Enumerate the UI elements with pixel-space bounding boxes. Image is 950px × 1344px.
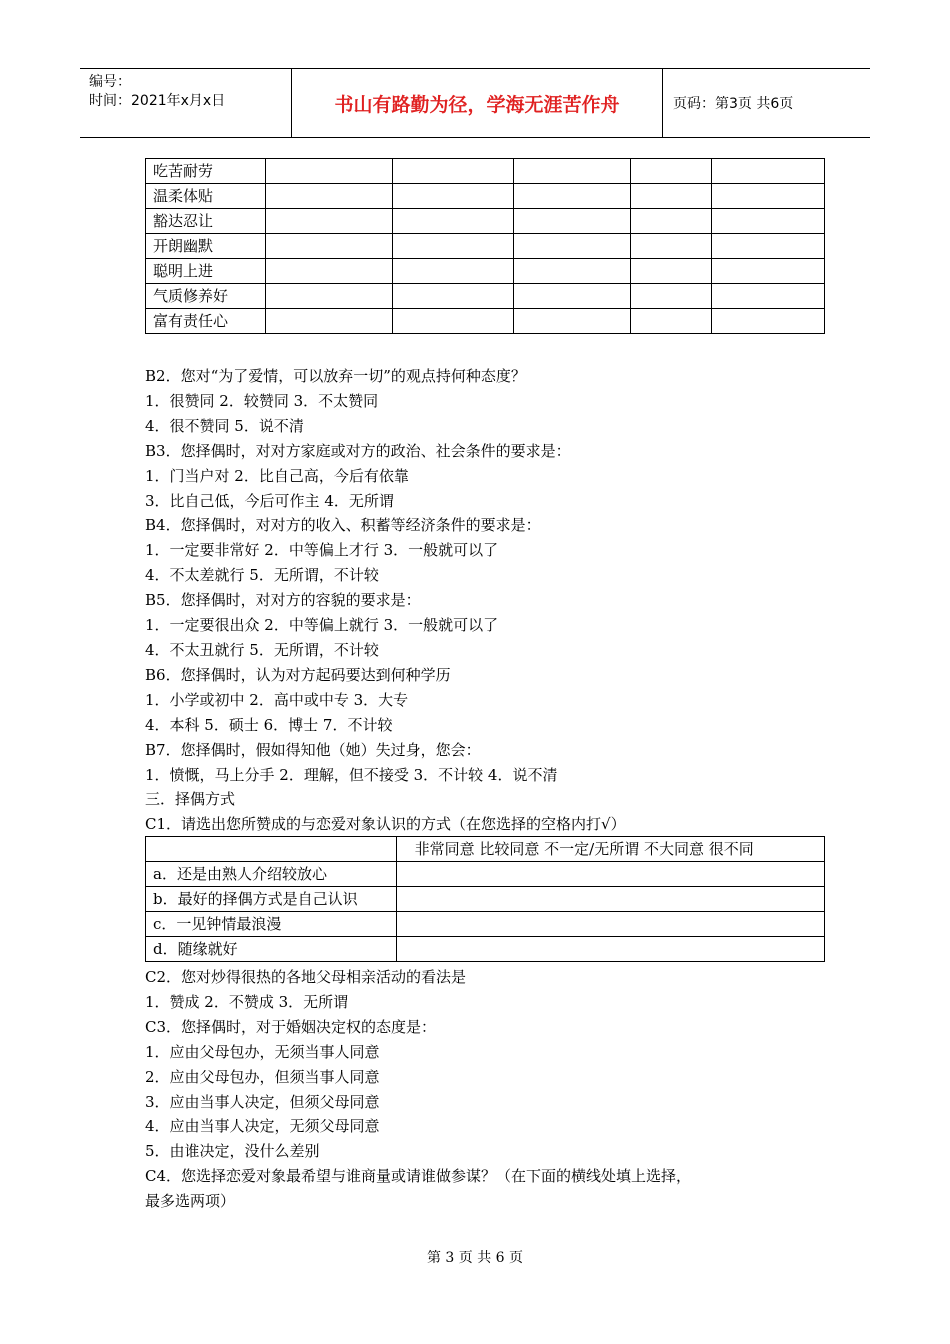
question-line: B6．您择偶时，认为对方起码要达到何种学历	[145, 665, 451, 684]
method-answer-cell[interactable]	[396, 887, 824, 912]
question-line: 1．小学或初中 2．高中或中专 3．大专	[145, 690, 409, 709]
trait-answer-cell[interactable]	[712, 184, 825, 209]
trait-answer-cell[interactable]	[631, 234, 712, 259]
trait-answer-cell[interactable]	[265, 309, 392, 334]
question-line: 4．很不赞同 5．说不清	[145, 416, 304, 435]
trait-answer-cell[interactable]	[631, 259, 712, 284]
trait-answer-cell[interactable]	[513, 184, 631, 209]
question-line: 4．不太差就行 5．无所谓，不计较	[145, 566, 379, 585]
method-row	[146, 937, 825, 962]
trait-label: 豁达忍让	[146, 209, 266, 234]
method-table-header-row	[146, 837, 825, 862]
question-line: 2．应由父母包办，但须当事人同意	[145, 1067, 380, 1086]
trait-answer-cell[interactable]	[513, 209, 631, 234]
trait-answer-cell[interactable]	[631, 159, 712, 184]
header-meta	[80, 69, 292, 137]
header-motto: 书山有路勤为径，学海无涯苦作舟	[292, 69, 663, 137]
method-table-scale-header: 非常同意 比较同意 不一定/无所谓 不大同意 很不同	[396, 837, 824, 862]
trait-answer-cell[interactable]	[392, 284, 513, 309]
trait-answer-cell[interactable]	[513, 159, 631, 184]
trait-label: 吃苦耐劳	[146, 159, 266, 184]
method-answer-cell[interactable]	[396, 862, 824, 887]
method-label: b．最好的择偶方式是自己认识	[146, 887, 397, 912]
method-label: a．还是由熟人介绍较放心	[146, 862, 397, 887]
method-row	[146, 887, 825, 912]
trait-row	[146, 259, 825, 284]
trait-answer-cell[interactable]	[265, 159, 392, 184]
section-b-questions	[145, 364, 845, 837]
question-line: 3．应由当事人决定，但须父母同意	[145, 1092, 380, 1111]
question-line: 三．择偶方式	[145, 790, 236, 809]
trait-answer-cell[interactable]	[392, 209, 513, 234]
trait-answer-cell[interactable]	[265, 184, 392, 209]
trait-label: 开朗幽默	[146, 234, 266, 259]
trait-answer-cell[interactable]	[513, 309, 631, 334]
trait-label: 气质修养好	[146, 284, 266, 309]
trait-label: 温柔体贴	[146, 184, 266, 209]
question-line: B2．您对“为了爱情，可以放弃一切”的观点持何种态度？	[145, 367, 526, 385]
question-line: B3．您择偶时，对对方家庭或对方的政治、社会条件的要求是：	[145, 441, 571, 460]
trait-answer-cell[interactable]	[265, 209, 392, 234]
trait-answer-cell[interactable]	[712, 209, 825, 234]
trait-answer-cell[interactable]	[712, 259, 825, 284]
page-footer: 第 3 页 共 6 页	[426, 1250, 524, 1266]
trait-table	[145, 158, 825, 334]
trait-answer-cell[interactable]	[392, 184, 513, 209]
trait-label: 富有责任心	[146, 309, 266, 334]
question-line: C4．您选择恋爱对象最希望与谁商量或请谁做参谋？（在下面的横线处填上选择，	[145, 1167, 692, 1186]
trait-answer-cell[interactable]	[392, 159, 513, 184]
trait-row	[146, 284, 825, 309]
question-line: 4．应由当事人决定，无须父母同意	[145, 1117, 380, 1136]
time-label: 时间：2021年x月x日	[89, 93, 226, 109]
number-label: 编号：	[89, 74, 131, 90]
trait-answer-cell[interactable]	[631, 284, 712, 309]
question-line: 3．比自己低，今后可作主 4．无所谓	[145, 491, 394, 510]
trait-answer-cell[interactable]	[392, 234, 513, 259]
question-line: 1．一定要非常好 2．中等偏上才行 3．一般就可以了	[145, 541, 499, 560]
question-line: B4．您择偶时，对对方的收入、积蓄等经济条件的要求是：	[145, 516, 541, 535]
trait-answer-cell[interactable]	[265, 259, 392, 284]
trait-answer-cell[interactable]	[392, 259, 513, 284]
trait-answer-cell[interactable]	[631, 309, 712, 334]
page-header	[80, 68, 870, 138]
trait-answer-cell[interactable]	[712, 234, 825, 259]
question-line: C1．请选出您所赞成的与恋爱对象认识的方式（在您选择的空格内打√）	[145, 815, 626, 834]
method-label: c．一见钟情最浪漫	[146, 912, 397, 937]
method-row	[146, 862, 825, 887]
trait-answer-cell[interactable]	[513, 284, 631, 309]
trait-row	[146, 184, 825, 209]
method-label: d．随缘就好	[146, 937, 397, 962]
question-line: 1．一定要很出众 2．中等偏上就行 3．一般就可以了	[145, 616, 499, 635]
header-page-label: 页码：第3页 共6页	[673, 96, 794, 112]
method-table-corner	[146, 837, 397, 862]
question-line: 1．愤慨，马上分手 2．理解，但不接受 3．不计较 4．说不清	[145, 765, 558, 784]
method-table	[145, 836, 825, 962]
trait-row	[146, 234, 825, 259]
question-line: 1．应由父母包办，无须当事人同意	[145, 1042, 380, 1061]
question-line: B5．您择偶时，对对方的容貌的要求是：	[145, 591, 421, 610]
question-line: 5．由谁决定，没什么差别	[145, 1142, 320, 1161]
question-line: 1．赞成 2．不赞成 3．无所谓	[145, 992, 349, 1011]
trait-answer-cell[interactable]	[631, 209, 712, 234]
trait-row	[146, 209, 825, 234]
question-line: 最多选两项）	[145, 1192, 236, 1211]
question-line: 1．很赞同 2．较赞同 3．不太赞同	[145, 391, 379, 410]
method-answer-cell[interactable]	[396, 912, 824, 937]
trait-label: 聪明上进	[146, 259, 266, 284]
trait-answer-cell[interactable]	[513, 234, 631, 259]
trait-answer-cell[interactable]	[712, 159, 825, 184]
trait-row	[146, 159, 825, 184]
trait-answer-cell[interactable]	[265, 234, 392, 259]
question-line: 1．门当户对 2．比自己高，今后有依靠	[145, 466, 409, 485]
trait-answer-cell[interactable]	[265, 284, 392, 309]
question-line: 4．不太丑就行 5．无所谓，不计较	[145, 640, 379, 659]
trait-answer-cell[interactable]	[513, 259, 631, 284]
method-answer-cell[interactable]	[396, 937, 824, 962]
question-line: C2．您对炒得很热的各地父母相亲活动的看法是	[145, 968, 467, 986]
trait-answer-cell[interactable]	[631, 184, 712, 209]
trait-answer-cell[interactable]	[712, 284, 825, 309]
trait-answer-cell[interactable]	[392, 309, 513, 334]
section-c-questions	[145, 965, 845, 1214]
method-row	[146, 912, 825, 937]
trait-answer-cell[interactable]	[712, 309, 825, 334]
question-line: C3．您择偶时，对于婚姻决定权的态度是：	[145, 1017, 437, 1036]
question-line: 4．本科 5．硕士 6．博士 7．不计较	[145, 715, 393, 734]
question-line: B7．您择偶时，假如得知他（她）失过身，您会：	[145, 740, 481, 759]
trait-row	[146, 309, 825, 334]
